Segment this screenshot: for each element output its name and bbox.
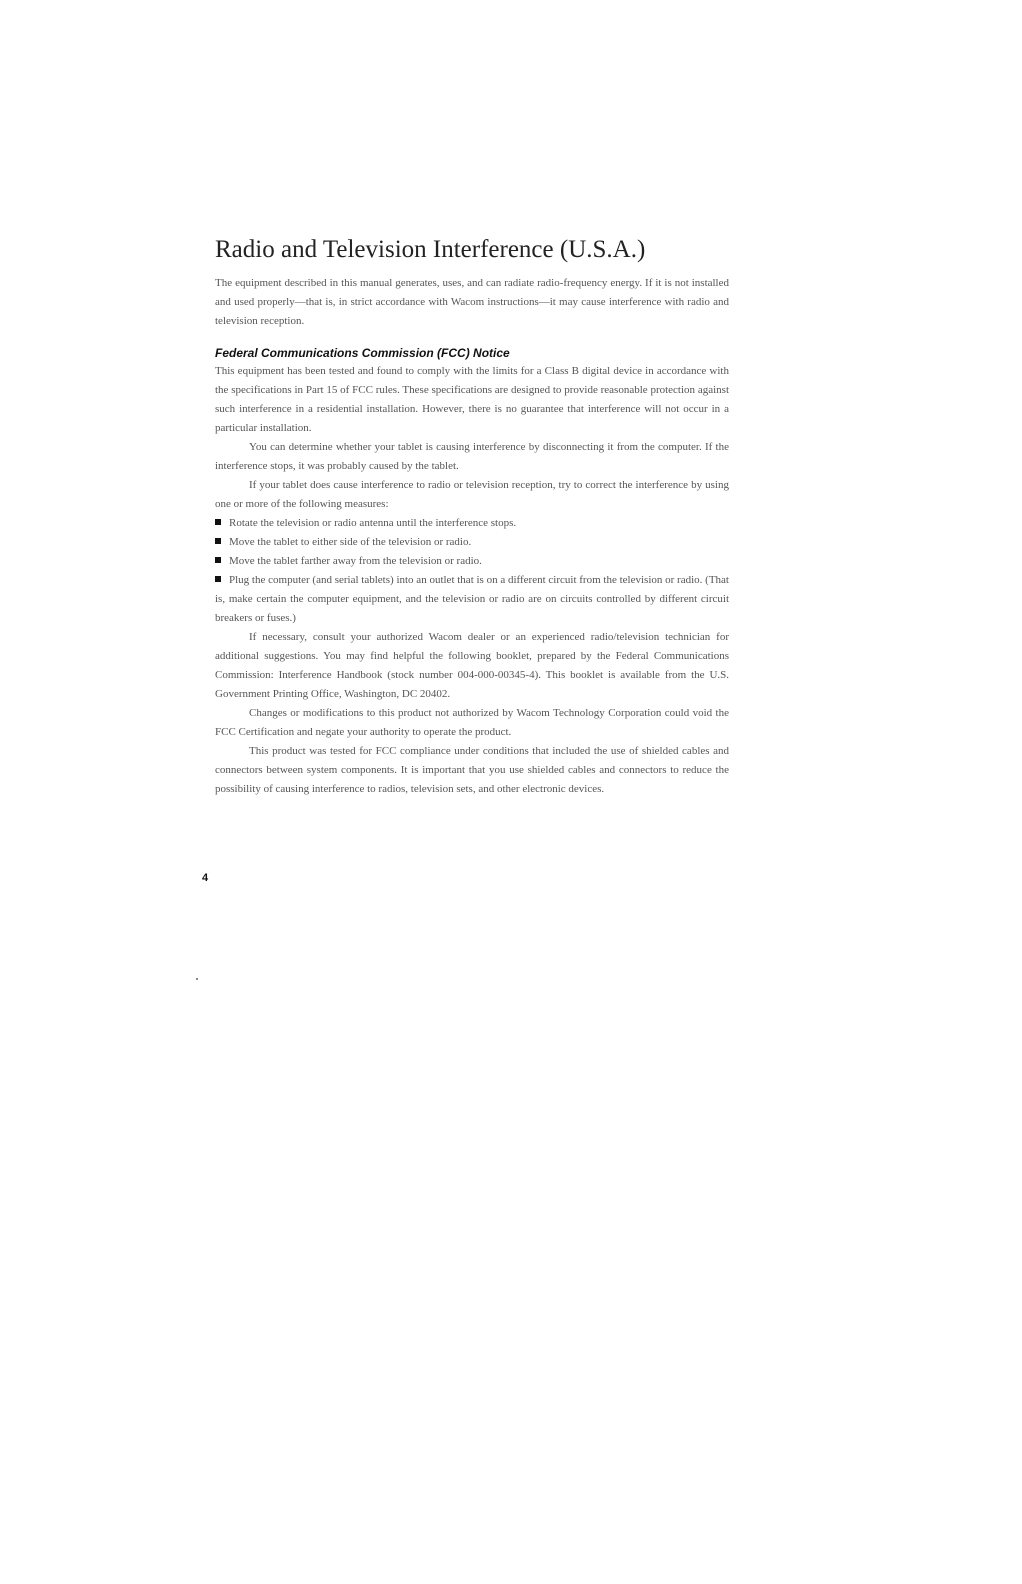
intro-paragraph: The equipment described in this manual generates, uses, and can radiate radio-frequency energy. If it is not installed and used properly—that is, in strict accordance with Wacom instructions—it may cause interference with radio and television reception. <box>215 277 729 327</box>
list-item <box>215 514 729 533</box>
fcc-paragraph-shielded-cables: This product was tested for FCC compliance under conditions that included the use of shielded cables and connectors between system components. It is important that you use shielded cables and connectors to reduce the possibility of causing interference to radios, television sets, and other electronic devices. <box>215 745 729 795</box>
page-number: 4 <box>202 872 209 884</box>
fcc-paragraph-measures-intro: If your tablet does cause interference to radio or television reception, try to correct the interference by using one or more of the following measures: <box>215 479 729 510</box>
list-item-text: Rotate the television or radio antenna until the interference stops. <box>229 517 517 529</box>
list-item <box>215 552 729 571</box>
list-item-text: Plug the computer (and serial tablets) into an outlet that is on a different circuit from the television or radio. (That is, make certain the computer equipment, and the television or radio are on circuits controlled by different circuit breakers or fuses.) <box>215 574 729 624</box>
fcc-paragraph-compliance: This equipment has been tested and found to comply with the limits for a Class B digital device in accordance with the specifications in Part 15 of FCC rules. These specifications are designed to provide reasonable protection against such interference in a residential installation. However, there is no guarantee that interference will not occur in a particular installation. <box>215 365 729 434</box>
fcc-notice-heading: Federal Communications Commission (FCC) Notice <box>215 346 510 360</box>
page-title: Radio and Television Interference (U.S.A.) <box>215 236 646 263</box>
fcc-paragraph-determine: You can determine whether your tablet is causing interference by disconnecting it from the computer. If the interference stops, it was probably caused by the tablet. <box>215 441 729 472</box>
document-body <box>215 274 729 799</box>
list-item <box>215 533 729 552</box>
fcc-paragraph-modifications: Changes or modifications to this product not authorized by Wacom Technology Corporation could void the FCC Certification and negate your authority to operate the product. <box>215 707 729 738</box>
list-item-text: Move the tablet to either side of the television or radio. <box>229 536 472 548</box>
list-item-text: Move the tablet farther away from the television or radio. <box>229 555 482 567</box>
scan-speck <box>196 978 198 980</box>
list-item <box>215 571 729 628</box>
measures-list <box>215 514 729 628</box>
square-bullet-icon <box>215 557 221 563</box>
square-bullet-icon <box>215 576 221 582</box>
square-bullet-icon <box>215 519 221 525</box>
square-bullet-icon <box>215 538 221 544</box>
fcc-paragraph-consult: If necessary, consult your authorized Wacom dealer or an experienced radio/television technician for additional suggestions. You may find helpful the following booklet, prepared by the Federal Communications Commission: Interference Handbook (stock number 004-000-00345-4). This booklet is available from the U.S. Government Printing Office, Washington, DC 20402. <box>215 631 729 700</box>
